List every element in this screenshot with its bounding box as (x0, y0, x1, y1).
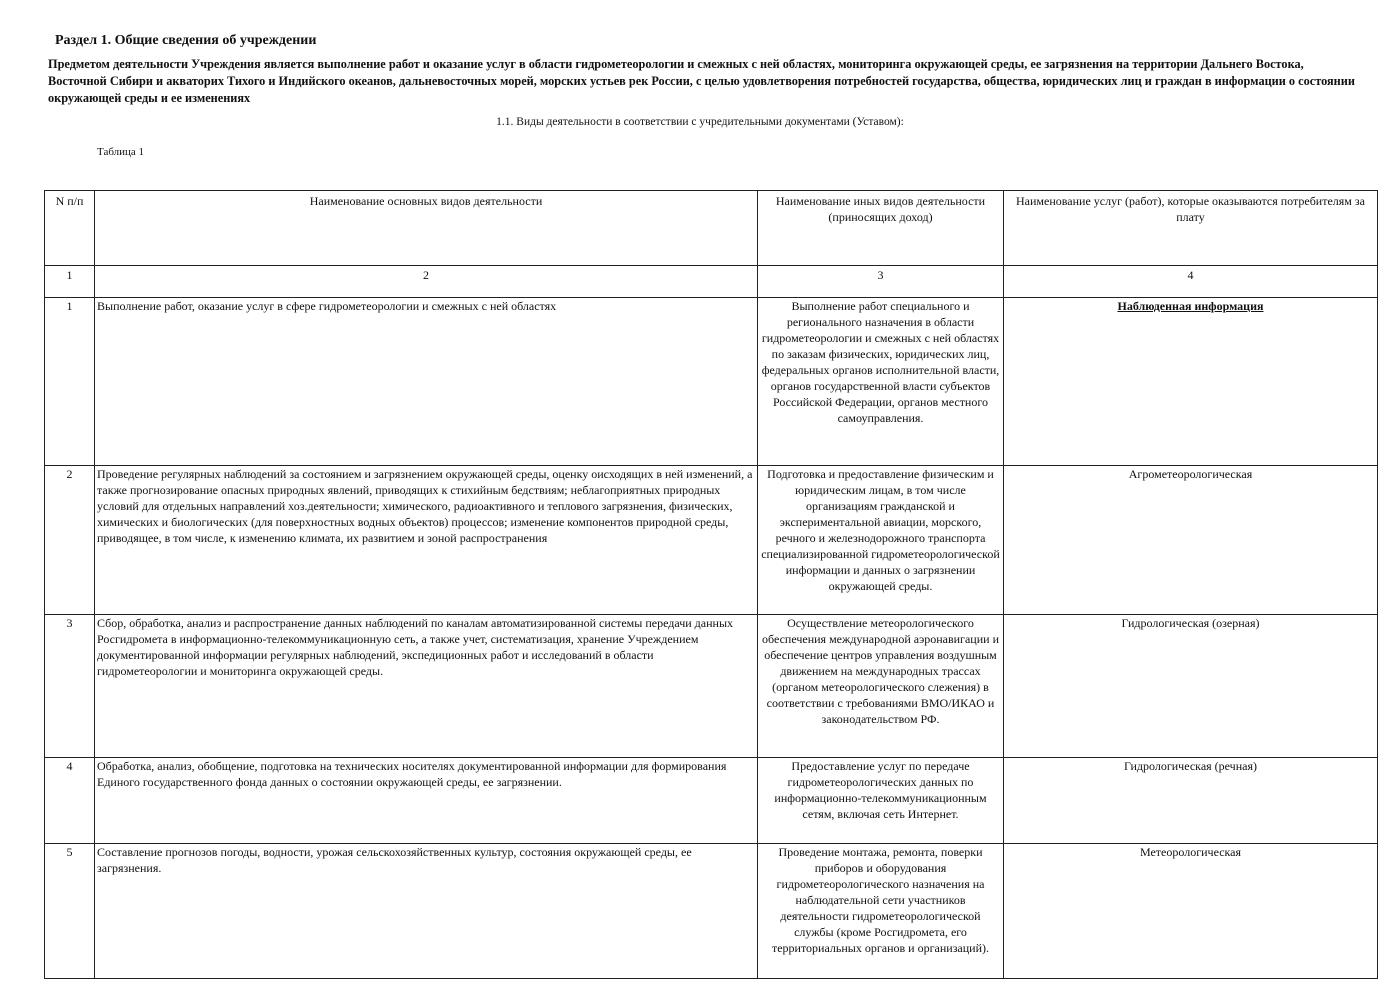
service-label: Наблюденная информация (1117, 299, 1264, 313)
row-number: 5 (45, 844, 95, 979)
column-number: 2 (95, 266, 758, 298)
service-cell (1004, 298, 1378, 466)
table-row (45, 758, 1378, 844)
table-row (45, 615, 1378, 758)
subject-paragraph: Предметом деятельности Учреждения является выполнение работ и оказание услуг в области гидрометеорологии и смежных с ней областях, мониторинга окружающей среды, ее загрязнения на территории Дальнего Востока, Восточной Сибири и акваторих Тихого и Индийского океанов, дальневосточных морей, морских устьев рек России, с целью удовлетворения потребностей государства, общества, юридических лиц и граждан в информации о состоянии окружающей среды и ее изменениях (48, 57, 1355, 105)
column-number: 1 (45, 266, 95, 298)
table-header-row (45, 191, 1378, 266)
other-activity-cell: Подготовка и предоставление физическим и юридическим лицам, в том числе организациям гражданской и экспериментальной авиации, морского, речного и железнодорожного транспорта специализированной гидрометеорологической информации и данных о загрязнении окружающей среды. (758, 466, 1004, 615)
activities-table (44, 190, 1378, 979)
header-paid-services: Наименование услуг (работ), которые оказываются потребителям за плату (1004, 191, 1378, 266)
other-activity-cell: Проведение монтажа, ремонта, поверки приборов и оборудования гидрометеорологического назначения на наблюдательной сети участников деятельности гидрометеорологической службы (кроме Росгидромета, его территориальных органов и организаций). (758, 844, 1004, 979)
main-activity-cell: Выполнение работ, оказание услуг в сфере гидрометеорологии и смежных с ней областях (95, 298, 758, 466)
header-num: N п/п (45, 191, 95, 266)
activities-heading: 1.1. Виды деятельности в соответствии с учредительными документами (Уставом): (496, 116, 904, 128)
header-other-activities: Наименование иных видов деятельности (приносящих доход) (758, 191, 1004, 266)
main-activity-cell: Проведение регулярных наблюдений за состоянием и загрязнением окружающей среды, оценку оисходящих в ней изменений, а также прогнозирование опасных природных явлений, приводящих к стихийным бедствиям; неблагоприятных природных условий для отдельных направлений хоз.деятельности; химического, радиоактивного и теплового загрязнения, физических, химических и биологических (для поверхностных водных объектов) процессов; изменение компонентов природной среды, приводящее, в том числе, к изменению климата, их развитием и зоной распространения (95, 466, 758, 615)
row-number: 2 (45, 466, 95, 615)
table-row (45, 844, 1378, 979)
column-number-row (45, 266, 1378, 298)
service-cell: Метеорологическая (1004, 844, 1378, 979)
section-title: Раздел 1. Общие сведения об учреждении (55, 33, 317, 48)
service-cell: Гидрологическая (речная) (1004, 758, 1378, 844)
row-number: 4 (45, 758, 95, 844)
other-activity-cell: Осуществление метеорологического обеспечения международной аэронавигации и обеспечение центров управления воздушным движением на международных трассах (органом метеорологического слежения) в соответствии с требованиями ВМО/ИКАО и законодательством РФ. (758, 615, 1004, 758)
row-number: 3 (45, 615, 95, 758)
column-number: 4 (1004, 266, 1378, 298)
row-number: 1 (45, 298, 95, 466)
column-number: 3 (758, 266, 1004, 298)
other-activity-cell: Предоставление услуг по передаче гидрометеорологических данных по информационно-телекоммуникационным сетям, включая сеть Интернет. (758, 758, 1004, 844)
main-activity-cell: Составление прогнозов погоды, водности, урожая сельскохозяйственных культур, состояния окружающей среды, ее загрязнения. (95, 844, 758, 979)
service-cell: Агрометеорологическая (1004, 466, 1378, 615)
table-caption: Таблица 1 (97, 146, 145, 158)
header-main-activities: Наименование основных видов деятельности (95, 191, 758, 266)
main-activity-cell: Сбор, обработка, анализ и распространение данных наблюдений по каналам автоматизированной системы передачи данных Росгидромета в информационно-телекоммуникационную сеть, а также учет, систематизация, хранение Учреждением документированной информации регулярных наблюдений, экспедиционных работ и исследований в области гидрометеорологии и мониторинга окружающей среды. (95, 615, 758, 758)
service-cell: Гидрологическая (озерная) (1004, 615, 1378, 758)
main-activity-cell: Обработка, анализ, обобщение, подготовка на технических носителях документированной информации для формирования Единого государственного фонда данных о состоянии окружающей среды, ее загрязнении. (95, 758, 758, 844)
table-row (45, 298, 1378, 466)
table-row (45, 466, 1378, 615)
other-activity-cell: Выполнение работ специального и регионального назначения в области гидрометеорологии и смежных с ней областях по заказам физических, юридических лиц, федеральных органов исполнительной власти, органов государственной власти субъектов Российской Федерации, органов местного самоуправления. (758, 298, 1004, 466)
